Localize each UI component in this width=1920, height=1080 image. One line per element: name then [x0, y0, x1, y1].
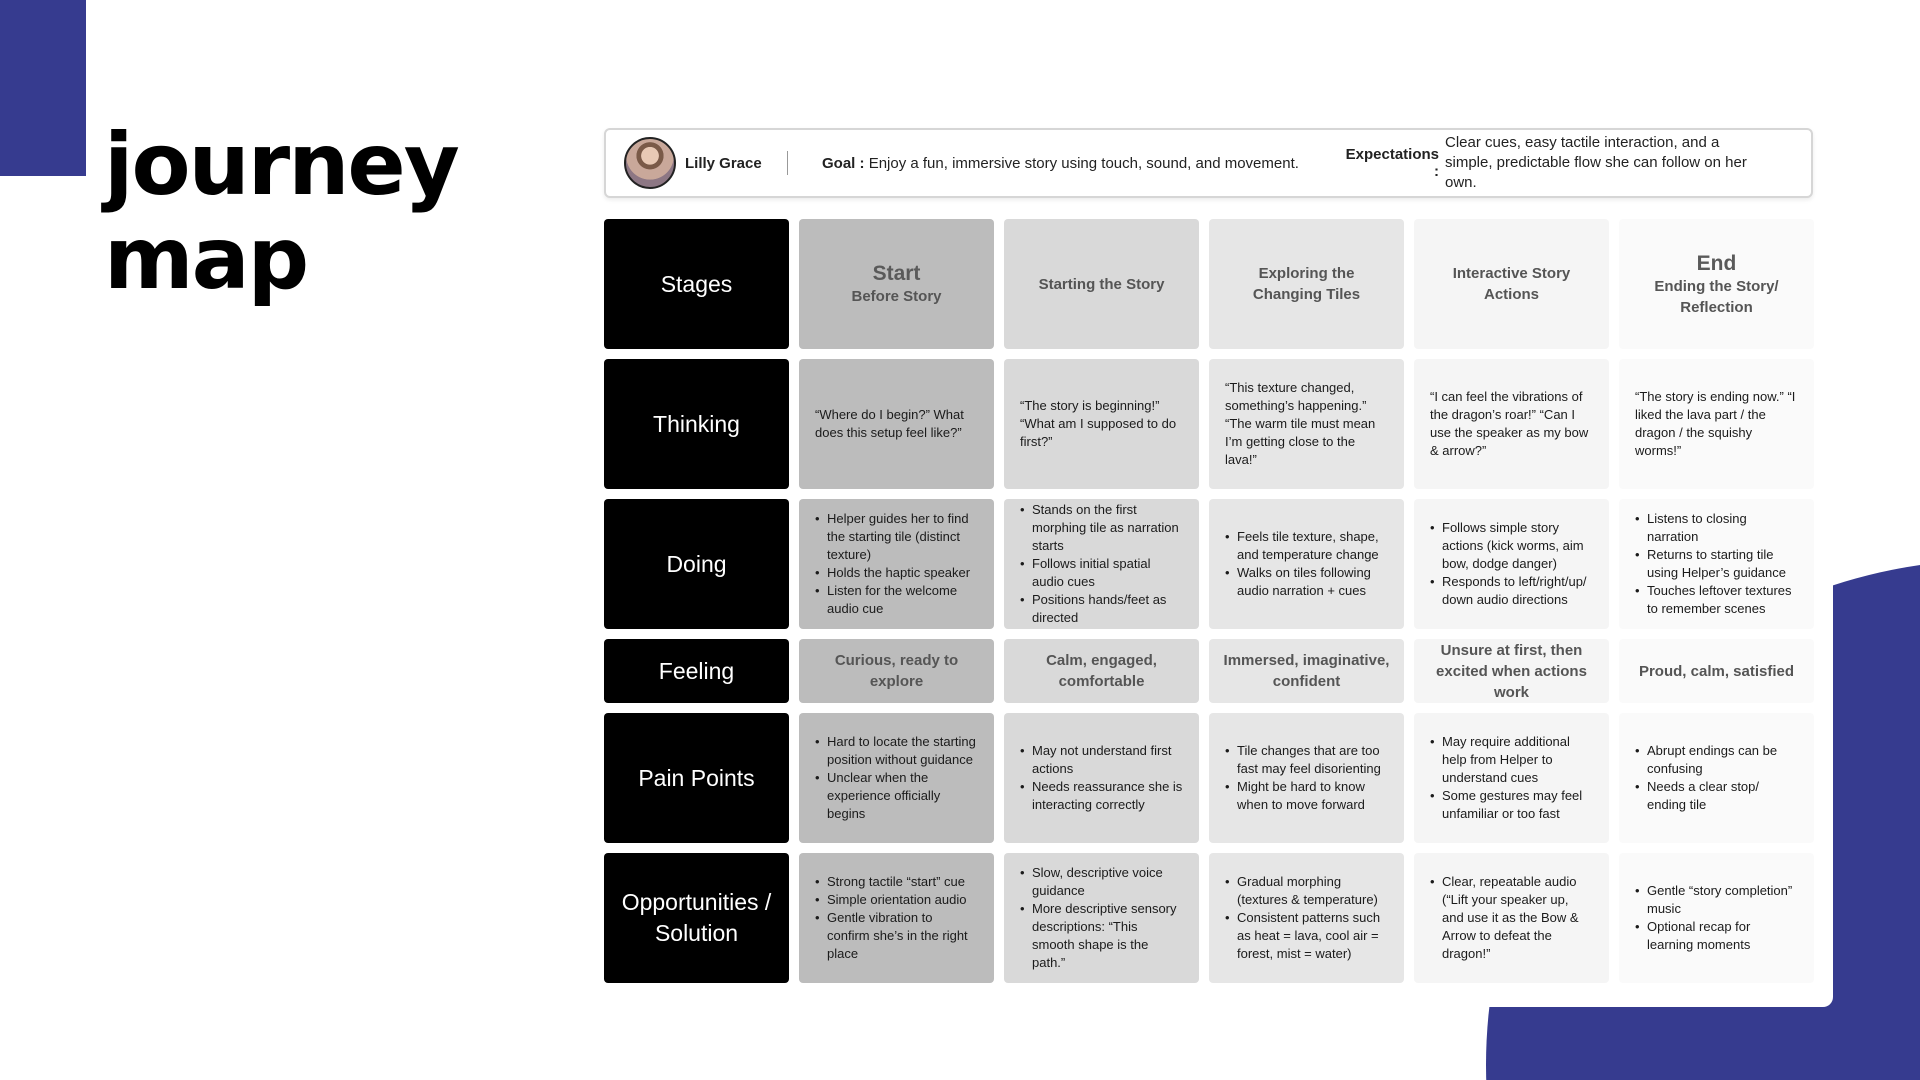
bullet-item: • Tile changes that are too fast may feel disorienting	[1225, 742, 1388, 778]
thinking-cell: “This texture changed, something’s happening.” “The warm tile must mean I’m getting close to the lava!”	[1209, 359, 1404, 489]
doing-cell	[1004, 499, 1199, 629]
bullet-list	[1225, 528, 1388, 600]
accent-block-bottom	[1830, 784, 1920, 1080]
thinking-cell: “I can feel the vibrations of the dragon’s roar!” “Can I use the speaker as my bow & arrow?”	[1414, 359, 1609, 489]
page-title	[104, 115, 504, 309]
bullet-item: • Unclear when the experience officially begins	[815, 769, 978, 823]
bullet-item: • Gentle “story completion” music	[1635, 882, 1798, 918]
stage-cell	[799, 219, 994, 349]
bullet-item: • Abrupt endings can be confusing	[1635, 742, 1798, 778]
bullet-item: • Some gestures may feel unfamiliar or too fast	[1430, 787, 1593, 823]
bullet-item: • Hard to locate the starting position without guidance	[815, 733, 978, 769]
stage-cell	[1414, 219, 1609, 349]
opportunity-cell	[1004, 853, 1199, 983]
stage-title: Start	[872, 262, 921, 285]
expectations-label: Expectations :	[1345, 146, 1439, 180]
stage-subtitle: Interactive Story Actions	[1452, 265, 1571, 303]
bullet-item: • More descriptive sensory descriptions: “This smooth shape is the path.”	[1020, 900, 1183, 972]
stage-subtitle: Exploring the Changing Tiles	[1252, 265, 1361, 303]
feeling-cell: Curious, ready to explore	[799, 639, 994, 703]
bullet-list	[1635, 510, 1798, 618]
bullet-item: • Positions hands/feet as directed	[1020, 591, 1183, 627]
bullet-item: • Needs a clear stop/ ending tile	[1635, 778, 1798, 814]
title-line-1: journey	[104, 115, 458, 215]
bullet-item: • Gentle vibration to confirm she’s in the right place	[815, 909, 978, 963]
bullet-list	[1430, 733, 1593, 823]
avatar	[624, 137, 676, 189]
pain-point-cell	[1209, 713, 1404, 843]
thinking-cell: “The story is ending now.” “I liked the lava part / the dragon / the squishy worms!”	[1619, 359, 1814, 489]
journey-grid	[604, 219, 1814, 983]
bullet-item: • Optional recap for learning moments	[1635, 918, 1798, 954]
persona-name: Lilly Grace	[685, 154, 762, 172]
stage-title: End	[1696, 251, 1737, 275]
title-line-2: map	[104, 209, 308, 309]
goal-text: Enjoy a fun, immersive story using touch, sound, and movement.	[868, 154, 1299, 172]
feeling-cell: Immersed, imaginative, confident	[1209, 639, 1404, 703]
persona-bar	[604, 128, 1813, 198]
bullet-item: • Gradual morphing (textures & temperature)	[1225, 873, 1388, 909]
feeling-cell: Calm, engaged, comfortable	[1004, 639, 1199, 703]
bullet-item: • Might be hard to know when to move forward	[1225, 778, 1388, 814]
bullet-item: • Consistent patterns such as heat = lava, cool air = forest, mist = water)	[1225, 909, 1388, 963]
opportunity-cell	[1619, 853, 1814, 983]
pain-point-cell	[1414, 713, 1609, 843]
opportunity-cell	[799, 853, 994, 983]
bullet-list	[1225, 873, 1388, 963]
bullet-list	[1430, 873, 1593, 963]
bullet-list	[1430, 519, 1593, 609]
bullet-item: • May not understand first actions	[1020, 742, 1183, 778]
stage-subtitle: Before Story	[851, 288, 942, 305]
bullet-item: • Follows initial spatial audio cues	[1020, 555, 1183, 591]
bullet-item: • Needs reassurance she is interacting correctly	[1020, 778, 1183, 814]
bullet-item: • Touches leftover textures to remember scenes	[1635, 582, 1798, 618]
bullet-item: • Helper guides her to find the starting tile (distinct texture)	[815, 510, 978, 564]
row-header-stages: Stages	[604, 219, 789, 349]
opportunity-cell	[1414, 853, 1609, 983]
bullet-list	[815, 733, 978, 823]
bullet-list	[1020, 742, 1183, 814]
row-header-feeling: Feeling	[604, 639, 789, 703]
bullet-item: • Stands on the first morphing tile as narration starts	[1020, 501, 1183, 555]
bullet-item: • Clear, repeatable audio (“Lift your speaker up, and use it as the Bow & Arrow to defeat the dragon!”	[1430, 873, 1593, 963]
expectations-text: Clear cues, easy tactile interaction, and a simple, predictable flow she can follow on her own.	[1445, 134, 1747, 191]
bullet-list	[1635, 742, 1798, 814]
bullet-item: • Returns to starting tile using Helper’s guidance	[1635, 546, 1798, 582]
bullet-item: • Walks on tiles following audio narration + cues	[1225, 564, 1388, 600]
bullet-item: • Holds the haptic speaker	[815, 564, 978, 582]
doing-cell	[1209, 499, 1404, 629]
opportunity-cell	[1209, 853, 1404, 983]
row-header-doing: Doing	[604, 499, 789, 629]
stage-cell	[1619, 219, 1814, 349]
bullet-item: • May require additional help from Helper to understand cues	[1430, 733, 1593, 787]
pain-point-cell	[799, 713, 994, 843]
goal-label: Goal :	[822, 154, 865, 172]
bullet-item: • Follows simple story actions (kick worms, aim bow, dodge danger)	[1430, 519, 1593, 573]
bullet-list	[1020, 501, 1183, 627]
bullet-list	[815, 510, 978, 618]
bullet-item: • Listens to closing narration	[1635, 510, 1798, 546]
row-header-opportunities: Opportunities / Solution	[604, 853, 789, 983]
doing-cell	[799, 499, 994, 629]
bullet-item: • Slow, descriptive voice guidance	[1020, 864, 1183, 900]
bullet-item: • Feels tile texture, shape, and temperature change	[1225, 528, 1388, 564]
row-header-pain-points: Pain Points	[604, 713, 789, 843]
bullet-item: • Responds to left/right/up/ down audio directions	[1430, 573, 1593, 609]
feeling-cell: Unsure at first, then excited when actions work	[1414, 639, 1609, 703]
bullet-list	[1225, 742, 1388, 814]
bullet-list	[1020, 864, 1183, 972]
persona-divider	[787, 151, 788, 175]
bullet-list	[815, 873, 978, 963]
stage-cell	[1209, 219, 1404, 349]
thinking-cell: “The story is beginning!” “What am I supposed to do first?”	[1004, 359, 1199, 489]
stage-subtitle: Starting the Story	[1038, 275, 1165, 293]
row-header-thinking: Thinking	[604, 359, 789, 489]
bullet-item: • Strong tactile “start” cue	[815, 873, 978, 891]
doing-cell	[1619, 499, 1814, 629]
bullet-item: • Simple orientation audio	[815, 891, 978, 909]
persona-goal	[822, 155, 1342, 172]
feeling-cell: Proud, calm, satisfied	[1619, 639, 1814, 703]
stage-cell	[1004, 219, 1199, 349]
thinking-cell: “Where do I begin?” What does this setup feel like?”	[799, 359, 994, 489]
doing-cell	[1414, 499, 1609, 629]
bullet-list	[1635, 882, 1798, 954]
bullet-item: • Listen for the welcome audio cue	[815, 582, 978, 618]
pain-point-cell	[1004, 713, 1199, 843]
stage-subtitle: Ending the Story/ Reflection	[1654, 277, 1779, 316]
accent-block-top	[0, 0, 86, 176]
pain-point-cell	[1619, 713, 1814, 843]
